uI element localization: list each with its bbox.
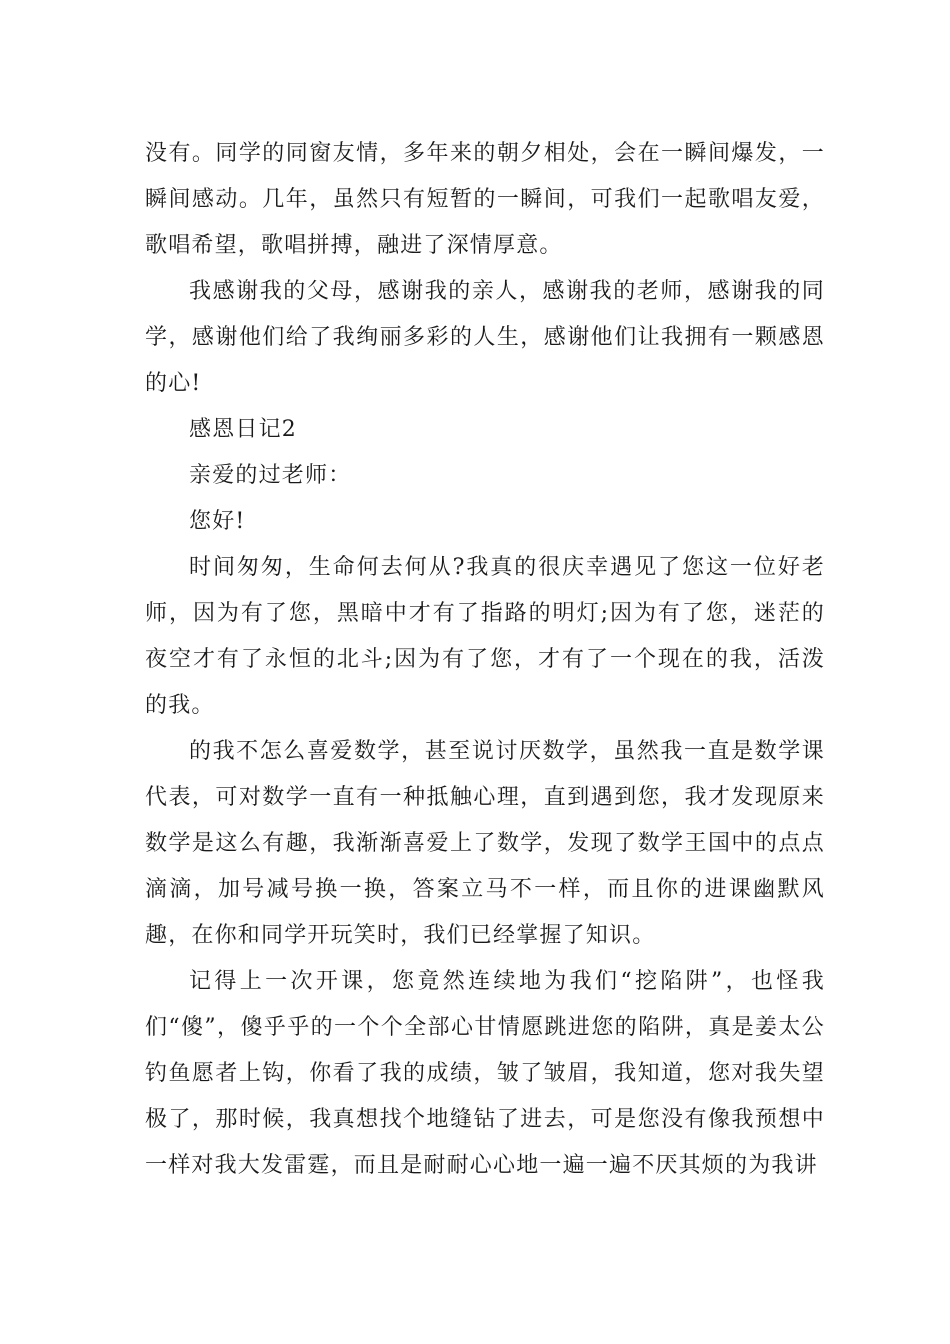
paragraph-gratitude: 我感谢我的父母，感谢我的亲人，感谢我的老师，感谢我的同学，感谢他们给了我绚丽多彩的人生，感谢他们让我拥有一颗感恩的心! xyxy=(145,279,825,396)
diary-heading: 感恩日记2 xyxy=(189,417,297,442)
letter-greeting: 您好! xyxy=(189,509,246,534)
paragraph-friendship: 没有。同学的同窗友情，多年来的朝夕相处，会在一瞬间爆发，一瞬间感动。几年，虽然只有短暂的一瞬间，可我们一起歌唱友爱，歌唱希望，歌唱拼搏，融进了深情厚意。 xyxy=(145,141,825,258)
document-body xyxy=(145,131,825,1189)
paragraph-time: 时间匆匆，生命何去何从?我真的很庆幸遇见了您这一位好老师，因为有了您，黑暗中才有了指路的明灯;因为有了您，迷茫的夜空才有了永恒的北斗;因为有了您，才有了一个现在的我，活泼的我。 xyxy=(145,555,825,718)
paragraph-class-memory: 记得上一次开课，您竟然连续地为我们“挖陷阱”，也怪我们“傻”，傻乎乎的一个个全部心甘情愿跳进您的陷阱，真是姜太公钓鱼愿者上钩，你看了我的成绩，皱了皱眉，我知道，您对我失望极了，那时候，我真想找个地缝钻了进去，可是您没有像我预想中一样对我大发雷霆，而且是耐耐心心地一遍一遍不厌其烦的为我讲 xyxy=(145,969,825,1178)
paragraph-math: 的我不怎么喜爱数学，甚至说讨厌数学，虽然我一直是数学课代表，可对数学一直有一种抵触心理，直到遇到您，我才发现原来数学是这么有趣，我渐渐喜爱上了数学，发现了数学王国中的点点滴滴，加号减号换一换，答案立马不一样，而且你的进课幽默风趣，在你和同学开玩笑时，我们已经掌握了知识。 xyxy=(145,739,825,948)
letter-salutation: 亲爱的过老师： xyxy=(189,463,352,488)
